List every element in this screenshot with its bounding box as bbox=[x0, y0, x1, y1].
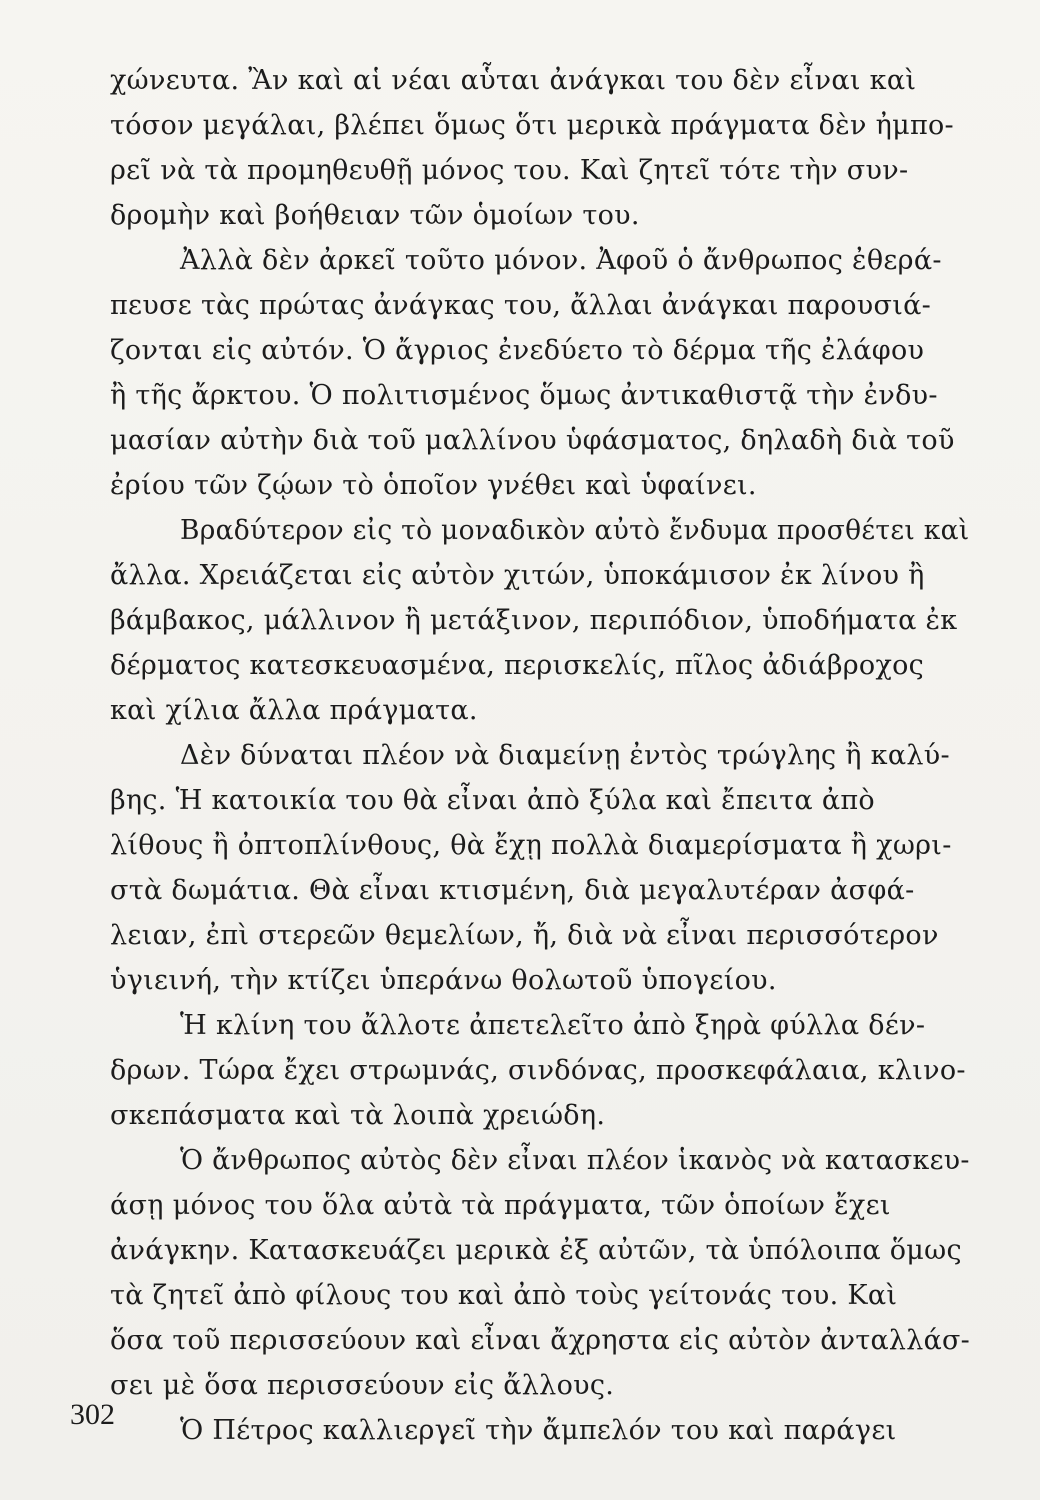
text-line: λίθους ἢ ὀπτοπλίνθους, θὰ ἔχῃ πολλὰ διαμερίσματα ἢ χωρι- bbox=[110, 830, 952, 861]
text-line: ἢ τῆς ἄρκτου. Ὁ πολιτισμένος ὅμως ἀντικαθιστᾷ τὴν ἐνδυ- bbox=[110, 380, 938, 411]
text-line: στὰ δωμάτια. Θὰ εἶναι κτισμένη, διὰ μεγαλυτέραν ἀσφά- bbox=[110, 875, 915, 906]
paragraph-start-line: Ἡ κλίνη του ἄλλοτε ἀπετελεῖτο ἀπὸ ξηρὰ φύλλα δέν- bbox=[180, 1010, 926, 1041]
text-line: λειαν, ἐπὶ στερεῶν θεμελίων, ἤ, διὰ νὰ εἶναι περισσότερον bbox=[110, 920, 939, 951]
text-line: τόσον μεγάλαι, βλέπει ὅμως ὅτι μερικὰ πράγματα δὲν ἠμπο- bbox=[110, 110, 954, 141]
text-line: χώνευτα. Ἂν καὶ αἱ νέαι αὗται ἀνάγκαι του δὲν εἶναι καὶ bbox=[110, 65, 917, 96]
text-line: βης. Ἡ κατοικία του θὰ εἶναι ἀπὸ ξύλα καὶ ἔπειτα ἀπὸ bbox=[110, 785, 875, 816]
text-line: καὶ χίλια ἄλλα πράγματα. bbox=[110, 695, 478, 726]
page-number: 302 bbox=[70, 1398, 115, 1431]
text-line: τὰ ζητεῖ ἀπὸ φίλους του καὶ ἀπὸ τοὺς γείτονάς του. Καὶ bbox=[110, 1280, 898, 1311]
text-line: μασίαν αὐτὴν διὰ τοῦ μαλλίνου ὑφάσματος, δηλαδὴ διὰ τοῦ bbox=[110, 425, 955, 456]
text-line: δέρματος κατεσκευασμένα, περισκελίς, πῖλος ἀδιάβροχος bbox=[110, 650, 925, 681]
text-line: ζονται εἰς αὐτόν. Ὁ ἄγριος ἐνεδύετο τὸ δέρμα τῆς ἐλάφου bbox=[110, 335, 925, 366]
text-line: ὑγιεινή, τὴν κτίζει ὑπεράνω θολωτοῦ ὑπογείου. bbox=[110, 965, 777, 996]
text-line: ἀνάγκην. Κατασκευάζει μερικὰ ἐξ αὐτῶν, τὰ ὑπόλοιπα ὅμως bbox=[110, 1235, 962, 1266]
paragraph-start-line: Βραδύτερον εἰς τὸ μοναδικὸν αὐτὸ ἔνδυμα προσθέτει καὶ bbox=[180, 515, 970, 546]
text-line: πευσε τὰς πρώτας ἀνάγκας του, ἄλλαι ἀνάγκαι παρουσιά- bbox=[110, 290, 932, 321]
text-line: σκεπάσματα καὶ τὰ λοιπὰ χρειώδη. bbox=[110, 1100, 606, 1131]
text-line: δρων. Τώρα ἔχει στρωμνάς, σινδόνας, προσκεφάλαια, κλινο- bbox=[110, 1055, 966, 1086]
text-line: σει μὲ ὅσα περισσεύουν εἰς ἄλλους. bbox=[110, 1370, 615, 1401]
paragraph-start-line: Ὁ Πέτρος καλλιεργεῖ τὴν ἄμπελόν του καὶ παράγει bbox=[180, 1415, 897, 1446]
paragraph-start-line: Δὲν δύναται πλέον νὰ διαμείνῃ ἐντὸς τρώγλης ἢ καλύ- bbox=[180, 740, 950, 771]
text-line: ἐρίου τῶν ζῴων τὸ ὁποῖον γνέθει καὶ ὑφαίνει. bbox=[110, 470, 757, 501]
text-line: ὅσα τοῦ περισσεύουν καὶ εἶναι ἄχρηστα εἰς αὐτὸν ἀνταλλάσ- bbox=[110, 1325, 971, 1356]
text-line: άσῃ μόνος του ὅλα αὐτὰ τὰ πράγματα, τῶν ὁποίων ἔχει bbox=[110, 1190, 891, 1221]
text-line: βάμβακος, μάλλινον ἢ μετάξινον, περιπόδιον, ὑποδήματα ἐκ bbox=[110, 605, 958, 636]
text-line: ἄλλα. Χρειάζεται εἰς αὐτὸν χιτών, ὑποκάμισον ἐκ λίνου ἢ bbox=[110, 560, 925, 591]
paragraph-start-line: Ὁ ἄνθρωπος αὐτὸς δὲν εἶναι πλέον ἱκανὸς νὰ κατασκευ- bbox=[180, 1145, 970, 1176]
paragraph-start-line: Ἀλλὰ δὲν ἀρκεῖ τοῦτο μόνον. Ἀφοῦ ὁ ἄνθρωπος ἐθερά- bbox=[180, 245, 942, 276]
text-line: ρεῖ νὰ τὰ προμηθευθῇ μόνος του. Καὶ ζητεῖ τότε τὴν συν- bbox=[110, 155, 909, 186]
text-line: δρομὴν καὶ βοήθειαν τῶν ὁμοίων του. bbox=[110, 200, 640, 231]
